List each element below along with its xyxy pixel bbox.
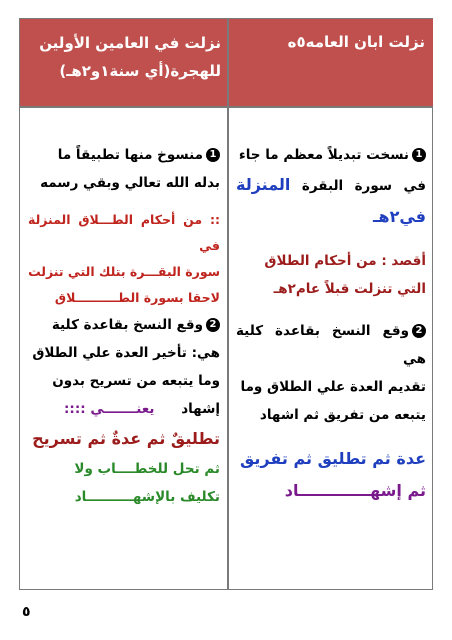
left-summary-line2: ثم تحل للخطــــاب ولا [74, 461, 220, 477]
bullet-two-icon: 2 [412, 324, 426, 338]
bullet-one-icon: 1 [206, 148, 220, 162]
left-note-line3: لاحقا بسورة الطــــــــــلاق [54, 290, 220, 305]
header-divider [20, 106, 432, 108]
left-summary-line3: تكليف بالإشهــــــــــاد [74, 489, 220, 505]
header-left-line1: نزلت في العامين الأولين [39, 34, 221, 52]
left-point-2-line2: هي: تأخير العدة علي الطلاق [32, 345, 220, 361]
right-point-1: 1نسخت تبديلاً معظم ما جاء [236, 141, 426, 169]
right-summary-line2: ثم إشهـــــــــــــاد [284, 481, 426, 500]
right-point-2-line3: يتبعه من تفريق ثم اشهاد [259, 407, 426, 423]
comparison-table [19, 18, 433, 590]
left-note-line2: سورة البقـــرة بتلك التي تنزلت [28, 264, 220, 279]
right-column [230, 109, 432, 507]
left-note-line1: :: من أحكام الطـــلاق المنزلة في [28, 212, 220, 253]
left-summary-line1: تطليقٌ ثم عدةٌ ثم تسريح [32, 429, 220, 448]
right-point-2: 2وقع النسخ بقاعدة كلية هي [236, 323, 426, 367]
right-point-2-line2: تقديم العدة علي الطلاق وما [240, 379, 426, 395]
page-number: ٥ [22, 604, 31, 620]
left-point-2-line4: إشهاد يعنـــــــي :::: [64, 401, 220, 417]
header-right-text: نزلت ابان العامه٥ه [287, 33, 425, 51]
left-column [22, 109, 226, 511]
right-point-1-cont: في سورة البقرة المنزلة في٢هـ [236, 175, 426, 226]
right-note-line2: التي تنزلت قبلاً عام٢هـ [273, 281, 426, 297]
bullet-one-icon: 1 [412, 148, 426, 162]
header-right-cell [229, 19, 433, 106]
left-point-2-line3: وما يتبعه من تسريح بدون [52, 373, 220, 389]
header-left-cell [20, 19, 227, 106]
left-point-1-cont: بدله الله تعالي وبقي رسمه [40, 175, 220, 191]
right-highlight: المنزلة في٢هـ [236, 175, 426, 226]
right-summary-line1: عدة ثم تطليق ثم تفريق [240, 449, 426, 468]
left-point-2: 2وقع النسخ بقاعدة كلية [28, 311, 220, 339]
header-left-line2: للهجرة(أي سنة١و٢هـ) [59, 62, 221, 80]
right-note-line1: أقصد : من أحكام الطلاق [264, 253, 426, 269]
bullet-two-icon: 2 [206, 318, 220, 332]
left-point-1: 1منسوخ منها تطبيقاً ما [28, 141, 220, 169]
